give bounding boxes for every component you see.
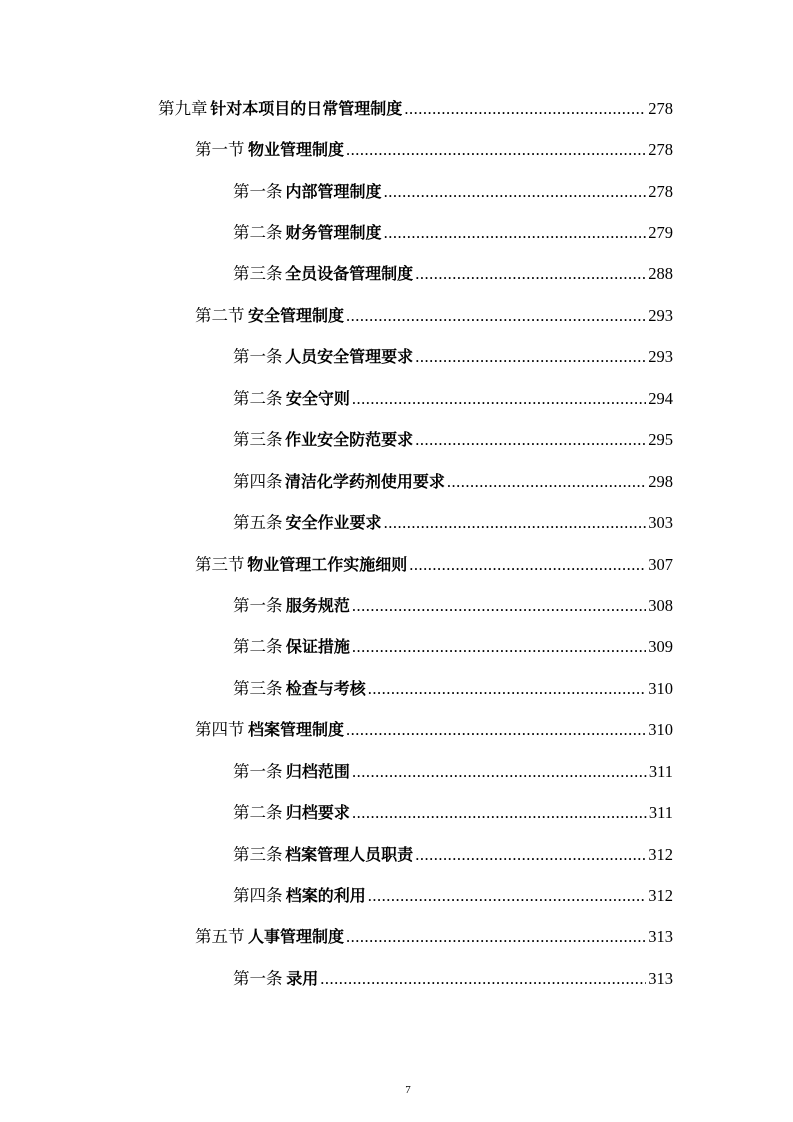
toc-entry-link[interactable]: [195, 926, 673, 948]
toc-entry-label: 第三节: [195, 554, 245, 574]
toc-entry-link[interactable]: [233, 263, 673, 285]
toc-entry-title: 安全管理制度: [247, 305, 344, 325]
toc-entry: [0, 295, 793, 336]
toc-dot-leader: [384, 181, 647, 203]
toc-entry-label: 第四节: [195, 720, 245, 740]
toc-dot-leader: [346, 926, 646, 948]
toc-entry-link[interactable]: [233, 388, 673, 410]
toc-entry: [0, 420, 793, 461]
toc-entry-link[interactable]: [233, 512, 673, 534]
toc-entry-label: 第九章: [158, 98, 208, 118]
toc-entry: [0, 792, 793, 833]
toc-entry-link[interactable]: [233, 595, 673, 617]
toc-entry-link[interactable]: [233, 761, 673, 783]
toc-entry-title: 内部管理制度: [285, 181, 382, 201]
toc-entry: [0, 710, 793, 751]
toc-entry-label: 第四条: [233, 886, 283, 906]
toc-entry-page-number: 293: [648, 305, 673, 325]
toc-entry-title: 安全作业要求: [285, 513, 382, 533]
toc-dot-leader: [346, 305, 646, 327]
toc-entry: [0, 378, 793, 419]
toc-entry: [0, 917, 793, 958]
toc-entry-page-number: 313: [648, 927, 673, 947]
toc-entry-title: 作业安全防范要求: [285, 430, 414, 450]
toc-dot-leader: [404, 98, 646, 120]
toc-dot-leader: [320, 968, 646, 990]
toc-entry-label: 第二条: [233, 388, 283, 408]
toc-entry-page-number: 307: [648, 554, 673, 574]
toc-dot-leader: [415, 429, 646, 451]
toc-dot-leader: [352, 802, 647, 824]
toc-entry-title: 清洁化学药剂使用要求: [284, 471, 445, 491]
toc-entry-title: 物业管理工作实施细则: [247, 554, 408, 574]
toc-entry-link[interactable]: [233, 471, 673, 493]
toc-entry-label: 第五节: [195, 927, 245, 947]
toc-entry-title: 服务规范: [285, 595, 350, 615]
toc-dot-leader: [415, 346, 646, 368]
toc-entry-link[interactable]: [195, 719, 673, 741]
toc-entry-label: 第三条: [233, 264, 283, 284]
toc-entry-page-number: 293: [648, 347, 673, 367]
toc-entry: [0, 171, 793, 212]
toc-entry: [0, 958, 793, 999]
toc-dot-leader: [384, 222, 647, 244]
toc-entry-page-number: 278: [648, 98, 673, 118]
toc-entry-label: 第一节: [195, 140, 245, 160]
toc-entry-page-number: 312: [648, 844, 673, 864]
toc-entry-label: 第一条: [233, 761, 283, 781]
toc-entry-title: 录用: [286, 968, 319, 988]
toc-entry-title: 归档要求: [285, 803, 350, 823]
toc-entry-label: 第二条: [233, 223, 283, 243]
toc-entry-title: 保证措施: [285, 637, 350, 657]
toc-entry-page-number: 303: [648, 513, 673, 533]
toc-entry-page-number: 311: [648, 803, 673, 823]
toc-entry-label: 第三条: [233, 430, 283, 450]
toc-entry-label: 第一条: [233, 595, 283, 615]
toc-entry: [0, 751, 793, 792]
toc-entry-page-number: 308: [648, 595, 673, 615]
toc-entry-page-number: 309: [648, 637, 673, 657]
toc-dot-leader: [368, 885, 647, 907]
toc-entry: [0, 875, 793, 916]
toc-entry-label: 第一条: [233, 968, 283, 988]
toc-entry-link[interactable]: [233, 678, 673, 700]
toc-entry-page-number: 278: [648, 181, 673, 201]
toc-entry-link[interactable]: [195, 554, 673, 576]
toc-entry-page-number: 298: [648, 471, 673, 491]
toc-entry-page-number: 310: [648, 720, 673, 740]
toc-dot-leader: [409, 554, 646, 576]
toc-entry: [0, 129, 793, 170]
toc-entry-title: 档案管理制度: [247, 720, 344, 740]
toc-entry-title: 归档范围: [285, 761, 350, 781]
toc-entry-title: 针对本项目的日常管理制度: [210, 98, 403, 118]
toc-entry-label: 第四条: [233, 471, 283, 491]
toc-entry: [0, 337, 793, 378]
toc-entry-title: 档案管理人员职责: [285, 844, 414, 864]
toc-entry: [0, 627, 793, 668]
toc-entry-link[interactable]: [233, 346, 673, 368]
toc-entry: [0, 668, 793, 709]
toc-entry-label: 第二条: [233, 803, 283, 823]
toc-entry-label: 第五条: [233, 513, 283, 533]
toc-entry-link[interactable]: [233, 844, 673, 866]
toc-dot-leader: [447, 471, 646, 493]
toc-entry-page-number: 279: [648, 223, 673, 243]
toc-entry-label: 第三条: [233, 678, 283, 698]
toc-dot-leader: [384, 512, 647, 534]
toc-entry-page-number: 288: [648, 264, 673, 284]
toc-entry-link[interactable]: [233, 222, 673, 244]
toc-entry-link[interactable]: [195, 139, 673, 161]
toc-entry-page-number: 295: [648, 430, 673, 450]
toc-entry: [0, 212, 793, 253]
toc-entry-label: 第三条: [233, 844, 283, 864]
toc-entry-page-number: 311: [648, 761, 673, 781]
toc-entry-link[interactable]: [233, 181, 673, 203]
toc-dot-leader: [346, 719, 646, 741]
toc-entry-label: 第二节: [195, 305, 245, 325]
page-number: 7: [405, 1084, 411, 1096]
toc-entry-page-number: 312: [648, 886, 673, 906]
toc-entry-page-number: 294: [648, 388, 673, 408]
toc-entry: [0, 585, 793, 626]
toc-entry-title: 人事管理制度: [247, 927, 344, 947]
toc-entry-label: 第一条: [233, 347, 283, 367]
toc-entry-title: 全员设备管理制度: [285, 264, 414, 284]
toc-entry-label: 第一条: [233, 181, 283, 201]
toc-entry: [0, 544, 793, 585]
toc-entry-page-number: 278: [648, 140, 673, 160]
toc-entry-title: 财务管理制度: [285, 223, 382, 243]
toc-entry-link[interactable]: [233, 885, 673, 907]
toc-dot-leader: [352, 388, 646, 410]
toc-dot-leader: [415, 844, 646, 866]
toc-entry: [0, 254, 793, 295]
toc-dot-leader: [352, 761, 647, 783]
toc-dot-leader: [346, 139, 646, 161]
toc-entry-title: 档案的利用: [285, 886, 366, 906]
toc-entry: [0, 834, 793, 875]
toc-dot-leader: [368, 678, 647, 700]
toc-dot-leader: [415, 263, 646, 285]
toc-entry-link[interactable]: [195, 305, 673, 327]
table-of-contents: [0, 88, 793, 1000]
toc-entry-link[interactable]: [233, 636, 673, 658]
toc-entry-link[interactable]: [233, 429, 673, 451]
toc-entry-link[interactable]: [233, 968, 673, 990]
toc-entry-link[interactable]: [158, 98, 673, 120]
toc-dot-leader: [352, 595, 646, 617]
toc-entry-page-number: 313: [648, 968, 673, 988]
toc-entry-title: 人员安全管理要求: [285, 347, 414, 367]
toc-dot-leader: [352, 636, 646, 658]
toc-entry-label: 第二条: [233, 637, 283, 657]
toc-entry: [0, 461, 793, 502]
toc-entry-title: 安全守则: [285, 388, 350, 408]
toc-entry: [0, 88, 793, 129]
toc-entry: [0, 502, 793, 543]
toc-entry-link[interactable]: [233, 802, 673, 824]
toc-entry-title: 检查与考核: [285, 678, 366, 698]
toc-entry-title: 物业管理制度: [247, 140, 344, 160]
toc-entry-page-number: 310: [648, 678, 673, 698]
